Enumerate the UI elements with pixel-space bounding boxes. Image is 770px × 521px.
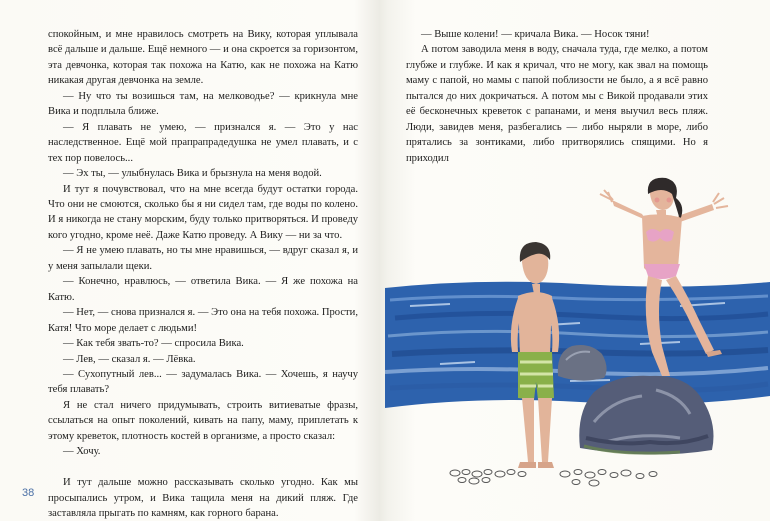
left-column-paragraph: спокойным, и мне нравилось смотреть на Вику, которая уплывала всё дальше и дальше. Ещё немного — и она скроется за горизонтом, эта девчонка, которая так похожа на Катю, как не похожа на Катю никакая другая девчонка на земле. <box>48 29 358 87</box>
left-column-paragraph: — Я не умею плавать, но ты мне нравишься, — вдруг сказал я, и у меня запылали щеки. <box>48 245 358 272</box>
left-column-paragraph: — Как тебя звать-то? — спросила Вика. <box>63 338 244 350</box>
right-column-paragraph: — Выше колени! — кричала Вика. — Носок тяни! <box>421 29 650 40</box>
left-column-paragraph: — Конечно, нравлюсь, — ответила Вика. — Я же похожа на Катю. <box>48 276 358 303</box>
sea <box>385 282 770 408</box>
right-page-text <box>406 27 708 166</box>
left-column-paragraph: И тут дальше можно рассказывать сколько угодно. Как мы просыпались утром, и Вика тащила меня на дикий пляж. Где заставляла прыгать по камням, как горного барана. <box>48 477 358 520</box>
left-column-paragraph: — Сухопутный лев... — задумалась Вика. — Хочешь, я научу тебя плавать? <box>48 368 358 396</box>
left-column-paragraph: — Нет, — снова признался я. — Это она на тебя похожа. Прости, Катя! Что море делает с людьми! <box>48 307 358 334</box>
page-number: 38 <box>22 487 35 499</box>
left-column-paragraph: — Эх ты, — улыбнулась Вика и брызнула на меня водой. <box>63 168 322 180</box>
left-column-paragraph: — Лев, — сказал я. — Лёвка. <box>63 353 196 365</box>
left-column-paragraph: — Я плавать не умею, — признался я. — Это у нас наследственное. Ещё мой прапрапрадедушка не умел плавать, и с тех пор повелось... <box>48 121 358 164</box>
pebbles <box>450 470 657 487</box>
left-column-paragraph: И тут я почувствовал, что на мне всегда будут остатки города. Что они не смоются, сколько бы я ни сидел там, где воды по колено. И я никогда не стану морским, буду только притворяться. И проведу кого угодно, кроме неё. Даже Катю проведу. А Вику — ни за что. <box>48 183 358 241</box>
left-column-paragraph: — Хочу. <box>63 446 101 458</box>
boy-figure <box>511 242 559 468</box>
left-page-text <box>48 27 358 521</box>
left-column-paragraph <box>48 460 358 475</box>
right-column-paragraph: А потом заводила меня в воду, сначала туда, где мелко, а потом глубже и глубже. И как я кричал, что не могу, как звал на помощь маму с папой, но мамы с папой поблизости не было, а я всё равно пытался до них докричаться. А потом мы с Викой продавали этих её бесконечных креветок с рапанами, и меня выучил весь пляж. Люди, завидев меня, разбегались — либо ныряли в море, либо прятались за зонтиками, либо притворялись спящими. Но я приходил <box>406 44 708 164</box>
left-column-paragraph: Я не стал ничего придумывать, строить витиеватые фразы, ссылаться на опыт поколений, кивать на папу, маму, приплетать к этому креветок, плотность костей в организме, а просто сказал: <box>48 399 358 442</box>
beach-illustration <box>380 176 770 521</box>
left-column-paragraph: — Ну что ты возишься там, на мелководье? — крикнула мне Вика и подплыла ближе. <box>48 90 358 118</box>
